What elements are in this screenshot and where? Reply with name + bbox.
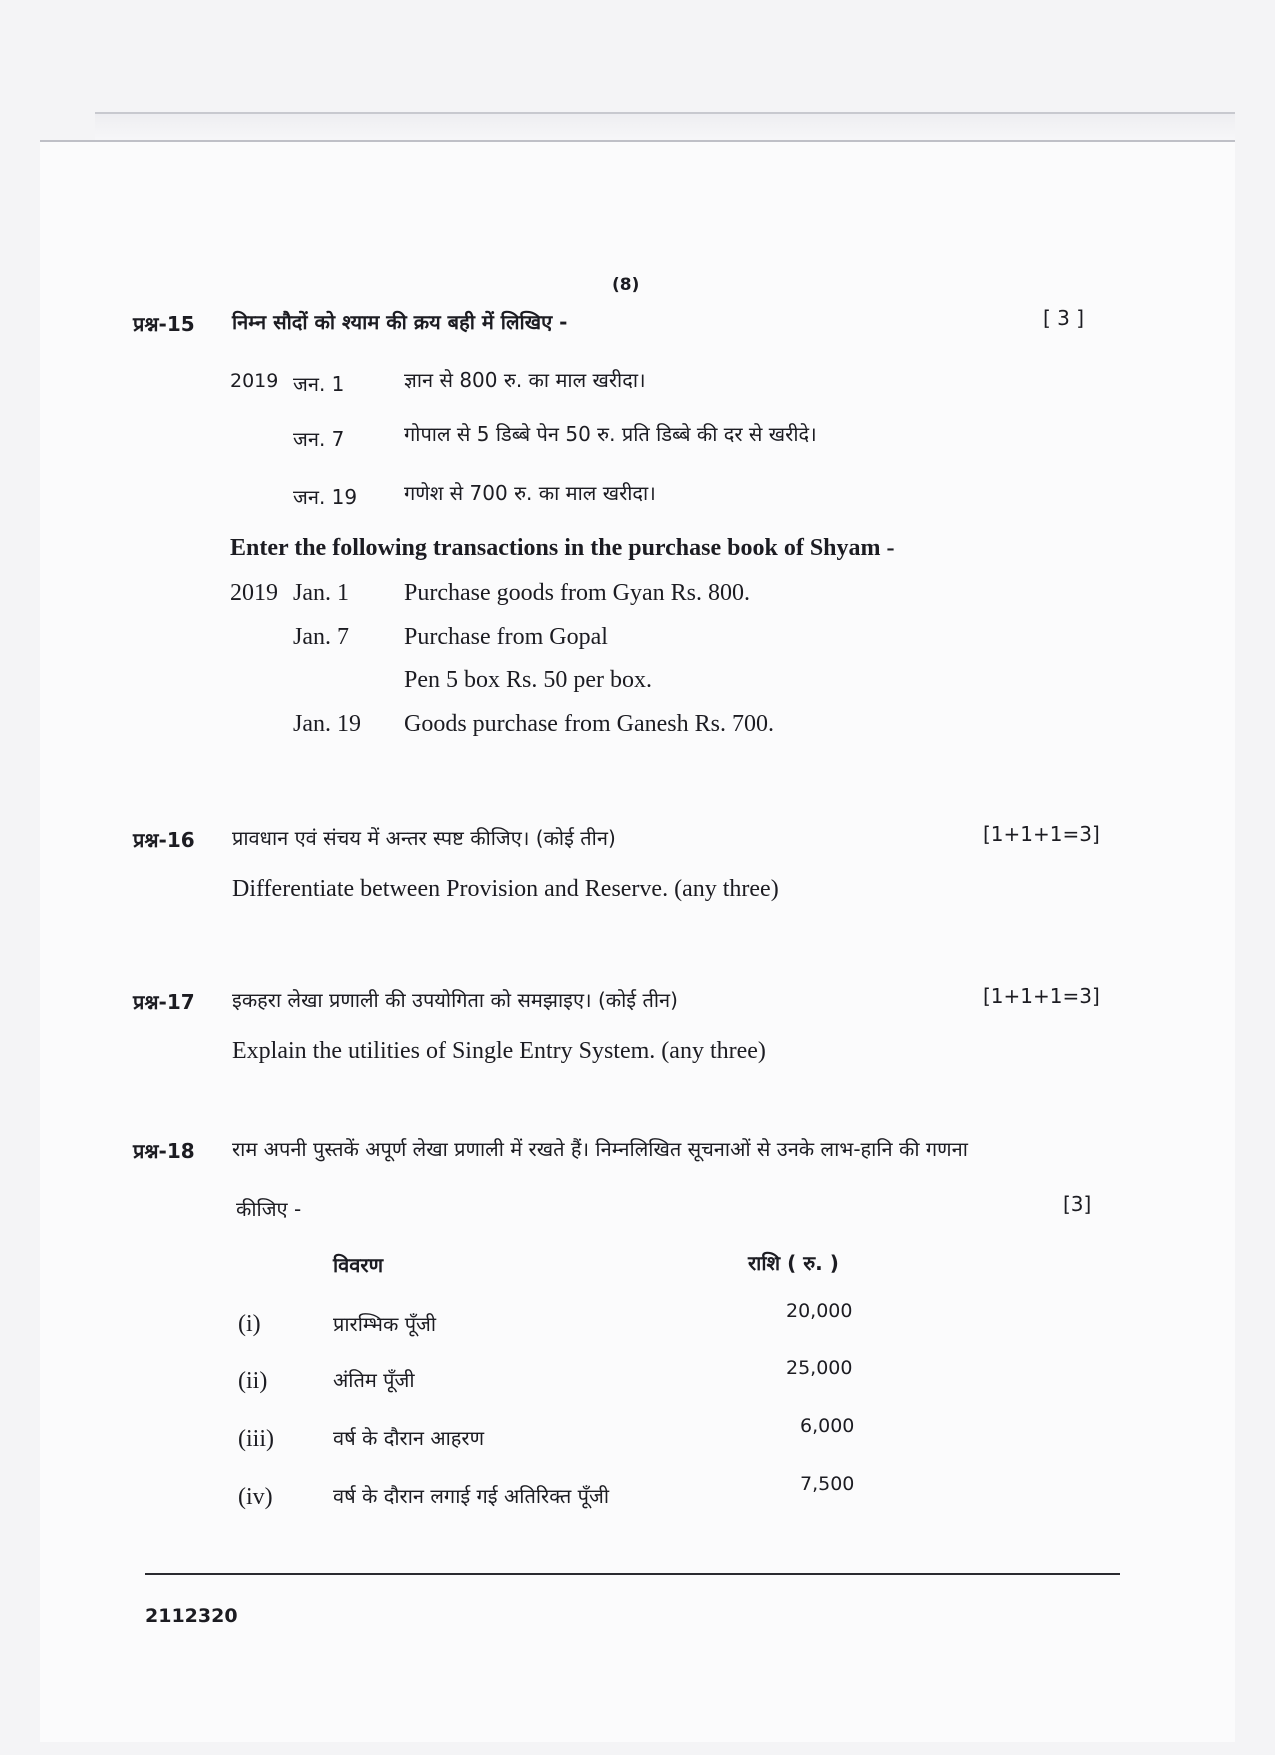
q15-hi-date: जन. 19 bbox=[293, 485, 358, 509]
page-top-edge bbox=[95, 112, 1235, 142]
q15-en-date: Jan. 19 bbox=[293, 711, 361, 737]
q18-row-num: (iv) bbox=[238, 1484, 273, 1510]
q18-row-amount: 6,000 bbox=[800, 1415, 855, 1437]
q15-hi-date: जन. 1 bbox=[293, 372, 345, 396]
q18-col-amount: राशि ( रु. ) bbox=[748, 1251, 839, 1275]
q16-text-hindi: प्रावधान एवं संचय में अन्तर स्पष्ट कीजिए। (कोई तीन) bbox=[232, 826, 616, 850]
q18-row-item: प्रारम्भिक पूँजी bbox=[333, 1312, 437, 1336]
q18-row-amount: 7,500 bbox=[800, 1473, 855, 1495]
q18-label: प्रश्न-18 bbox=[133, 1139, 195, 1163]
q15-en-date: Jan. 7 bbox=[293, 624, 349, 650]
q18-row-num: (iii) bbox=[238, 1426, 274, 1452]
q15-en-date: Jan. 1 bbox=[293, 580, 349, 606]
q17-text-hindi: इकहरा लेखा प्रणाली की उपयोगिता को समझाइए। (कोई तीन) bbox=[232, 988, 678, 1012]
q18-text-hindi-line1: राम अपनी पुस्तकें अपूर्ण लेखा प्रणाली में रखते हैं। निम्नलिखित सूचनाओं से उनके लाभ-हानि की गणना bbox=[232, 1137, 968, 1161]
q18-text-hindi-line2: कीजिए - bbox=[236, 1197, 302, 1221]
q15-text-hindi: निम्न सौदों को श्याम की क्रय बही में लिखिए - bbox=[232, 310, 568, 334]
q18-row-item: वर्ष के दौरान आहरण bbox=[333, 1426, 485, 1450]
q18-row-num: (ii) bbox=[238, 1368, 268, 1394]
q18-row-amount: 25,000 bbox=[786, 1357, 853, 1379]
q15-en-year: 2019 bbox=[230, 580, 278, 606]
q15-hi-desc: गोपाल से 5 डिब्बे पेन 50 रु. प्रति डिब्बे की दर से खरीदे। bbox=[404, 422, 817, 446]
paper-code: 2112320 bbox=[145, 1605, 238, 1627]
q18-row-amount: 20,000 bbox=[786, 1300, 853, 1322]
q18-row-item: अंतिम पूँजी bbox=[333, 1368, 415, 1392]
q18-row-num: (i) bbox=[238, 1311, 261, 1337]
q15-hi-date: जन. 7 bbox=[293, 427, 345, 451]
q15-en-desc: Purchase goods from Gyan Rs. 800. bbox=[404, 580, 750, 606]
q15-en-desc: Pen 5 box Rs. 50 per box. bbox=[404, 667, 652, 693]
footer-divider bbox=[145, 1573, 1120, 1575]
q15-text-english: Enter the following transactions in the purchase book of Shyam - bbox=[230, 535, 895, 561]
q16-label: प्रश्न-16 bbox=[133, 828, 195, 852]
q15-hi-year: 2019 bbox=[230, 370, 279, 392]
q15-hi-desc: गणेश से 700 रु. का माल खरीदा। bbox=[404, 481, 656, 505]
q16-text-english: Differentiate between Provision and Reserve. (any three) bbox=[232, 876, 779, 902]
q15-en-desc: Purchase from Gopal bbox=[404, 624, 608, 650]
q17-text-english: Explain the utilities of Single Entry System. (any three) bbox=[232, 1038, 766, 1064]
q15-en-desc: Goods purchase from Ganesh Rs. 700. bbox=[404, 711, 774, 737]
q18-col-particulars: विवरण bbox=[333, 1253, 384, 1277]
q15-label: प्रश्न-15 bbox=[133, 312, 195, 336]
q15-hi-desc: ज्ञान से 800 रु. का माल खरीदा। bbox=[404, 368, 646, 392]
page-number: (8) bbox=[612, 275, 640, 295]
q16-marks: [1+1+1=3] bbox=[983, 822, 1100, 846]
q15-marks: [ 3 ] bbox=[1043, 306, 1085, 330]
q18-row-item: वर्ष के दौरान लगाई गई अतिरिक्त पूँजी bbox=[333, 1484, 610, 1508]
q17-marks: [1+1+1=3] bbox=[983, 984, 1100, 1008]
q17-label: प्रश्न-17 bbox=[133, 990, 195, 1014]
q18-marks: [3] bbox=[1063, 1192, 1092, 1216]
